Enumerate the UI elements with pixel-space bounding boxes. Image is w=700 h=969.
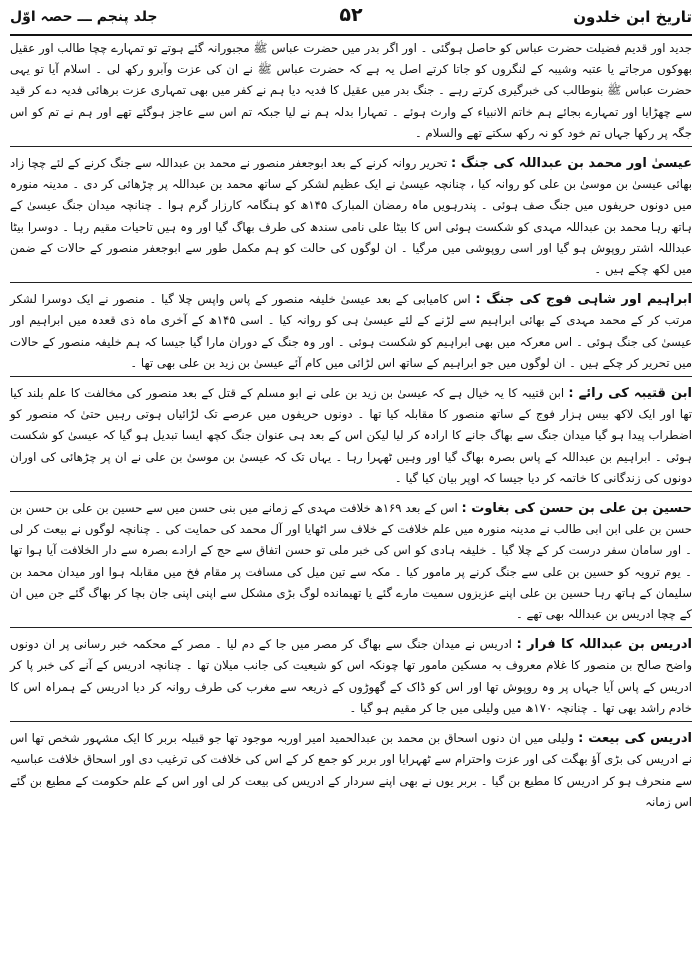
page-body [10, 38, 692, 815]
intro-paragraph [10, 38, 692, 147]
paragraph-text: جدید اور قدیم فضیلت حضرت عباس کو حاصل ہوگئی ۔ اور اگر بدر میں حضرت عباس ﷺ مجبورانہ گئے ہوتے تو تمہارے چچا طالب اور عقیل بھوکوں مرجاتے یا عتبہ وشیبہ کے لنگروں کو جاتا کرتے اصل یہ ہے کہ حضرت عباس ﷺ نے ان کی عزت وآبرو رکھ لی ۔ اسلام آیا تو یہی حضرت عباس ﷺ بنوطالب کی خبرگیری کرتے رہے ۔ جنگ بدر میں عقیل کا فدیہ دیا ہم نے کفر میں بھی تمہاری عزت برھائی فدیہ دے کر قید سے چھڑایا اور تمہارے بجائے ہم خاتم الانبیاء کے وارث ہوئے ۔ تمہارا بدلہ ہم نے لیا جبکہ تم اس سے عاجز ہوگئے تھے اور ہم نے تم کو اس جگہ پر رکھا جہاں تم خود کو نہ رکھ سکتے تھے والسلام ۔ [10, 41, 692, 140]
section-text: ابن قتیبہ کا یہ خیال ہے کہ عیسیٰ بن زید بن علی نے ابو مسلم کے قتل کے بعد منصور کی مخالفت کا علم بلند کیا تھا اور ایک لاکھ بیس ہزار فوج کے ساتھ منصور کا مقابلہ کیا تھا ۔ دونوں حریفوں میں عرصے تک لڑائیاں ہوتی رہیں حتیٰ کہ منصور کو اضطراب پیدا ہو گیا میدان جنگ سے بھاگ جانے کا ارادہ کر لیا لیکن اس کے بعد ہی عنوان جنگ کچھ ایسا تبدیل ہو گیا کہ عیسیٰ کو شکست ہوئی ۔ ابراہیم بن عبداللہ کے پاس بصرہ بھاگ گیا اور وہیں ٹھہرا رہا ۔ یہاں تک کہ عیسیٰ بن موسیٰ بن علی نے ان پر چڑھائی کی اوران دونوں کی زندگانی کا خاتمہ کر دیا جیسا کہ اوپر بیان کیا گیا ۔ [10, 386, 692, 485]
section-husayn-rebellion [10, 498, 692, 628]
section-idris-allegiance [10, 728, 692, 815]
section-text: ادریس نے میدان جنگ سے بھاگ کر مصر میں جا کے دم لیا ۔ مصر کے محکمہ خبر رسانی پر ان دونوں واضح صالح بن منصور کا غلام معروف بہ مسکین مامور تھا چونکہ اس کو شیعیت کی جانب میلان تھا ۔ چنانچہ ادریس کے آنے کی خبر پا کر ادریس کے پاس آیا جہاں پر وہ روپوش تھا اور اس کو ڈاک کے گھوڑوں کے ذریعہ سے مغرب کی طرف روانہ کر دیا ادریس کے ہمراہ اس کا خادم راشد بھی تھا ۔ چنانچہ ۱۷۰ھ میں ولیلی میں جا کر مقیم ہو گیا ۔ [10, 637, 692, 715]
section-heading: ادریس کی بیعت : [578, 731, 693, 747]
section-heading: ابن قتیبہ کی رائے : [568, 386, 692, 402]
page-header [10, 0, 692, 36]
section-text: اس کامیابی کے بعد عیسیٰ خلیفہ منصور کے پاس واپس چلا گیا ۔ منصور نے ایک دوسرا لشکر مرتب کر کے محمد مہدی کے بھائی ابراہیم سے لڑنے کے لئے عیسیٰ ہی کو روانہ کیا ۔ اسی ۱۴۵ھ کے آخری ماہ ذی قعدہ میں ابراہیم اور عیسیٰ کی جنگ ہوئی ۔ اس معرکہ میں بھی ابراہیم کو شکست ہوئی ۔ اور وہ جنگ کے دوران مارا گیا جیسا کہ ہم خلیفہ منصور کے حالات میں تحریر کر چکے ہیں ۔ ان لوگوں میں جو ابراہیم کے ساتھ اس لڑائی میں کام آئے عیسیٰ بن زید بن علی بھی تھا ۔ [10, 292, 692, 370]
section-heading: حسین بن علی بن حسن کی بغاوت : [461, 501, 692, 517]
book-title: تاریخ ابن خلدون [573, 8, 692, 26]
section-ibrahim-royal-army-battle [10, 289, 692, 377]
section-text: ولیلی میں ان دنوں اسحاق بن محمد بن عبدالحمید امیر اوربہ موجود تھا جو قبیلہ بربر کا ایک مشہور شخص تھا اس نے ادریس کی بڑی آؤ بھگت کی اور عزت واحترام سے ٹھہرایا اور بربر کو جمع کر کے اس کی خلافت کی ترغیب دی اور اسحاق خلافت عباسیہ سے منحرف ہو کر ادریس کا مطیع بن گیا ۔ بربر یوں نے بھی اپنے سردار کے ادریس کی بیعت کر لی اور اس کے علم حکومت کے مطیع بن گئے اس زمانہ [10, 731, 692, 809]
section-idris-escape [10, 634, 692, 722]
section-heading: ابراہیم اور شاہی فوج کی جنگ : [475, 292, 692, 308]
section-text: اس کے بعد ۱۶۹ھ خلافت مہدی کے زمانے میں بنی حسن میں سے حسین بن علی بن حسن بن حسن بن علی ابن ابی طالب نے مدینہ منورہ میں علم خلافت کے خلاف سر اٹھایا اور آل محمد کی حمایت کی ۔ چنانچہ لوگوں نے بیعت کر لی ۔ اور سامان سفر درست کر کے چلا گیا ۔ خلیفہ ہادی کو اس کی خبر ملی تو حسن اتفاق سے حج کے ارادے بصرہ سے دار الخلافت آیا ہوا تھا ۔ یوم ترویہ کو حسین بن علی سے جنگ کرنے پر مامور کیا ۔ مکہ سے تین میل کی مسافت پر مقام فخ میں مقابلہ ہوا اور میدان محمد بن سلیمان کے ہاتھ رہا حسین بن علی اپنے عزیزوں سمیت مارے گئے یا تھیمانده لوگ بڑی مشکل سے اپنی اپنی جان بچا کر بھاگ گئے جن میں ان کے چچا ادریس بن عبداللہ بھی تھے ۔ [10, 501, 692, 622]
volume-label: جلد پنجم ـــ حصہ اوّل [10, 9, 158, 25]
section-isa-muhammad-battle [10, 153, 692, 283]
page-number: ۵۲ [339, 4, 363, 26]
section-heading: ادریس بن عبداللہ کا فرار : [516, 637, 692, 653]
section-heading: عیسیٰ اور محمد بن عبداللہ کی جنگ : [450, 156, 692, 172]
section-text: تحریر روانہ کرنے کے بعد ابوجعفر منصور نے محمد بن عبداللہ سے جنگ کرنے کے لئے چچا زاد بھائی عیسیٰ بن موسیٰ بن علی کو روانہ کیا ، چنانچہ عیسیٰ نے ایک عظیم لشکر کے ساتھ محمد بن عبداللہ پر چڑھائی کر دی ۔ مدینہ منورہ میں دونوں حریفوں میں جنگ صف ہوئی ۔ پندرہویں ماہ رمضان المبارک ۱۴۵ھ کو ہنگامہ کارزار گرم ہوا ۔ چنانچہ میدان جنگ عیسیٰ کے ہاتھ رہا محمد بن عبداللہ مہدی کو شکست ہوئی اس کا بیٹا علی نامی سندھ کی طرف بھاگ گیا اور وہ ہیں تاحیات مقیم رہا ۔ دوسرا بیٹا عبداللہ اشتر روپوش ہو گیا اور اسی روپوشی میں مرگیا ۔ ان لوگوں کی حالت کو ہم مکمل طور سے ابوجعفر منصور کے حالات کے ضمن میں لکھ چکے ہیں ۔ [10, 156, 692, 277]
section-ibn-qutaybah-opinion [10, 383, 692, 492]
